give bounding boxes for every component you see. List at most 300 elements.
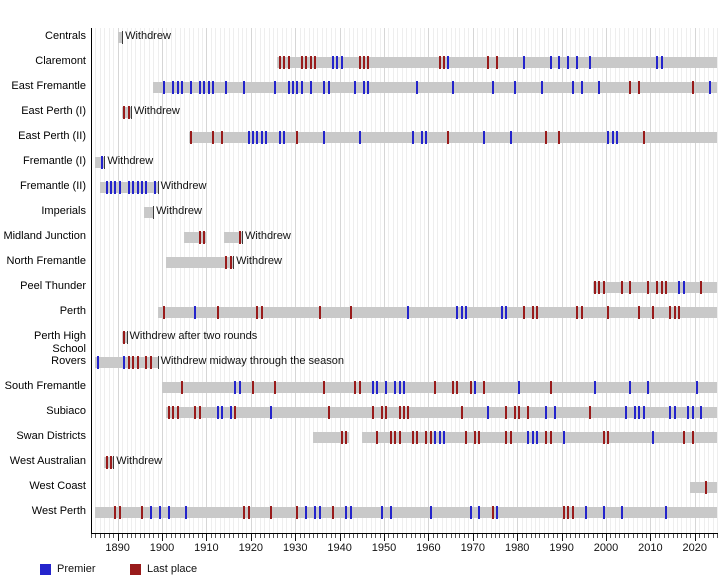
x-tick-minor	[544, 534, 545, 538]
premier-mark	[261, 131, 263, 144]
x-tick-minor	[166, 534, 167, 538]
premier-mark	[190, 81, 192, 94]
grid-line-minor	[451, 28, 452, 533]
x-tick-minor	[673, 534, 674, 538]
x-tick-minor	[437, 534, 438, 538]
grid-line-minor	[411, 28, 412, 533]
grid-line-major	[384, 28, 385, 533]
x-tick-minor	[277, 534, 278, 538]
last-place-mark	[323, 381, 325, 394]
last-place-mark	[674, 306, 676, 319]
bar-segment	[166, 257, 233, 268]
premier-mark	[305, 506, 307, 519]
premier-mark	[101, 156, 103, 169]
x-tick-minor	[149, 534, 150, 538]
last-place-mark	[527, 406, 529, 419]
grid-line-minor	[642, 28, 643, 533]
premier-mark	[581, 81, 583, 94]
premier-mark	[692, 406, 694, 419]
x-tick-label: 2000	[593, 542, 619, 554]
premier-mark	[665, 506, 667, 519]
x-tick-minor	[642, 534, 643, 538]
premier-mark	[603, 506, 605, 519]
premier-mark	[572, 81, 574, 94]
withdrawal-marker	[242, 231, 243, 244]
premier-mark	[598, 81, 600, 94]
last-place-mark	[141, 506, 143, 519]
premier-mark	[407, 306, 409, 319]
grid-line-minor	[690, 28, 691, 533]
premier-mark	[123, 356, 125, 369]
x-tick-minor	[539, 534, 540, 538]
x-tick-minor	[491, 534, 492, 538]
row-label: East Fremantle	[11, 80, 86, 92]
premier-mark	[496, 506, 498, 519]
x-tick-minor	[646, 534, 647, 538]
last-place-mark	[470, 381, 472, 394]
last-place-mark	[665, 281, 667, 294]
x-tick-minor	[335, 534, 336, 538]
x-tick-major	[251, 534, 252, 541]
last-place-mark	[172, 406, 174, 419]
last-place-mark	[536, 306, 538, 319]
x-tick-minor	[273, 534, 274, 538]
grid-line-major	[251, 28, 252, 533]
x-tick-label: 1940	[327, 542, 352, 554]
x-tick-minor	[570, 534, 571, 538]
last-place-mark	[621, 281, 623, 294]
premier-mark	[421, 131, 423, 144]
grid-line-minor	[459, 28, 460, 533]
premier-mark	[443, 431, 445, 444]
x-tick-minor	[677, 534, 678, 538]
x-tick-minor	[269, 534, 270, 538]
grid-line-minor	[673, 28, 674, 533]
premier-mark	[145, 181, 147, 194]
withdrawal-note: Withdrew after two rounds	[129, 330, 258, 342]
premier-mark	[629, 381, 631, 394]
premier-mark	[412, 131, 414, 144]
last-place-mark	[661, 281, 663, 294]
x-tick-minor	[180, 534, 181, 538]
premier-mark	[478, 506, 480, 519]
premier-mark	[221, 406, 223, 419]
x-tick-label: 1910	[194, 542, 219, 554]
x-tick-major	[295, 534, 296, 541]
last-place-mark	[532, 306, 534, 319]
x-tick-minor	[264, 534, 265, 538]
bar-segment	[690, 482, 717, 493]
premier-mark	[616, 131, 618, 144]
grid-line-minor	[610, 28, 611, 533]
premier-mark	[518, 381, 520, 394]
grid-line-minor	[704, 28, 705, 533]
premier-mark	[434, 431, 436, 444]
last-place-mark	[256, 306, 258, 319]
last-place-mark	[514, 406, 516, 419]
grid-line-minor	[335, 28, 336, 533]
x-tick-minor	[380, 534, 381, 538]
premier-mark	[661, 56, 663, 69]
premier-mark	[510, 131, 512, 144]
x-tick-minor	[446, 534, 447, 538]
premier-mark	[341, 56, 343, 69]
x-tick-minor	[317, 534, 318, 538]
premier-mark	[625, 406, 627, 419]
withdrawal-note: Withdrew	[156, 205, 202, 217]
x-tick-minor	[331, 534, 332, 538]
x-tick-minor	[393, 534, 394, 538]
row-label: Midland Junction	[3, 230, 86, 242]
grid-line-major	[606, 28, 607, 533]
premier-mark	[687, 406, 689, 419]
grid-line-minor	[304, 28, 305, 533]
last-place-mark	[110, 456, 112, 469]
premier-mark	[456, 306, 458, 319]
x-tick-minor	[477, 534, 478, 538]
grid-line-minor	[468, 28, 469, 533]
x-tick-minor	[104, 534, 105, 538]
grid-line-minor	[322, 28, 323, 533]
withdrawal-marker	[153, 206, 154, 219]
last-place-mark	[638, 81, 640, 94]
premier-mark	[328, 81, 330, 94]
x-tick-minor	[171, 534, 172, 538]
x-tick-minor	[628, 534, 629, 538]
x-tick-minor	[664, 534, 665, 538]
grid-line-minor	[202, 28, 203, 533]
premier-mark	[399, 381, 401, 394]
x-tick-minor	[113, 534, 114, 538]
premier-mark	[137, 181, 139, 194]
grid-line-major	[517, 28, 518, 533]
last-place-mark	[328, 406, 330, 419]
grid-line-minor	[633, 28, 634, 533]
row-label: Claremont	[35, 55, 86, 67]
x-tick-minor	[184, 534, 185, 538]
premier-mark	[483, 131, 485, 144]
last-place-mark	[456, 381, 458, 394]
row-label: Swan Districts	[16, 430, 86, 442]
last-place-mark	[123, 106, 125, 119]
x-tick-minor	[366, 534, 367, 538]
last-place-mark	[656, 281, 658, 294]
last-place-mark	[168, 406, 170, 419]
last-place-mark	[629, 81, 631, 94]
grid-line-minor	[491, 28, 492, 533]
last-place-mark	[607, 431, 609, 444]
grid-line-minor	[535, 28, 536, 533]
bar-segment	[362, 432, 717, 443]
premier-mark	[558, 56, 560, 69]
withdrawal-note: Withdrew midway through the season	[160, 355, 345, 367]
x-tick-minor	[255, 534, 256, 538]
last-place-mark	[523, 306, 525, 319]
x-tick-minor	[402, 534, 403, 538]
premier-mark	[203, 81, 205, 94]
x-tick-minor	[531, 534, 532, 538]
premier-mark	[350, 506, 352, 519]
x-tick-minor	[442, 534, 443, 538]
grid-line-minor	[317, 28, 318, 533]
x-tick-label: 2010	[638, 542, 663, 554]
last-place-mark	[474, 431, 476, 444]
premier-mark	[319, 506, 321, 519]
x-tick-label: 1970	[460, 542, 486, 554]
premier-mark	[452, 81, 454, 94]
x-tick-minor	[579, 534, 580, 538]
last-place-mark	[478, 431, 480, 444]
grid-line-major	[562, 28, 563, 533]
row-label: Fremantle (II)	[19, 180, 86, 192]
last-place-mark	[416, 431, 418, 444]
premier-mark	[709, 81, 711, 94]
last-place-mark	[350, 306, 352, 319]
grid-line-minor	[198, 28, 199, 533]
x-tick-minor	[233, 534, 234, 538]
premier-mark	[541, 81, 543, 94]
last-place-mark	[177, 406, 179, 419]
last-place-mark	[274, 381, 276, 394]
grid-line-minor	[95, 28, 96, 533]
grid-line-minor	[442, 28, 443, 533]
grid-line-minor	[531, 28, 532, 533]
grid-line-minor	[211, 28, 212, 533]
grid-line-minor	[437, 28, 438, 533]
x-tick-major	[695, 534, 696, 541]
last-place-mark	[603, 281, 605, 294]
x-tick-label: 1980	[504, 542, 530, 554]
last-place-mark	[669, 306, 671, 319]
row-label: West Australian	[9, 455, 86, 467]
premier-mark	[474, 381, 476, 394]
last-place-mark	[496, 56, 498, 69]
grid-line-minor	[406, 28, 407, 533]
last-place-mark	[403, 406, 405, 419]
last-place-mark	[234, 406, 236, 419]
premier-mark	[652, 431, 654, 444]
last-place-mark	[199, 231, 201, 244]
grid-line-major	[695, 28, 696, 533]
x-tick-minor	[411, 534, 412, 538]
grid-line-minor	[291, 28, 292, 533]
x-tick-minor	[482, 534, 483, 538]
grid-line-minor	[175, 28, 176, 533]
x-tick-minor	[109, 534, 110, 538]
last-place-mark	[678, 306, 680, 319]
last-place-mark	[643, 131, 645, 144]
x-tick-minor	[584, 534, 585, 538]
premier-mark	[501, 306, 503, 319]
last-place-mark	[545, 131, 547, 144]
premier-mark	[678, 281, 680, 294]
last-place-mark	[510, 431, 512, 444]
last-place-mark	[305, 56, 307, 69]
x-tick-minor	[242, 534, 243, 538]
x-tick-minor	[459, 534, 460, 538]
last-place-mark	[119, 506, 121, 519]
x-tick-label: 1920	[238, 542, 264, 554]
last-place-mark	[430, 431, 432, 444]
last-place-mark	[563, 506, 565, 519]
x-tick-minor	[464, 534, 465, 538]
last-place-mark	[345, 431, 347, 444]
last-place-mark	[199, 406, 201, 419]
x-tick-minor	[158, 534, 159, 538]
premier-mark	[270, 406, 272, 419]
grid-line-major	[162, 28, 163, 533]
grid-line-minor	[380, 28, 381, 533]
premier-mark	[416, 81, 418, 94]
last-place-mark	[483, 381, 485, 394]
x-tick-minor	[100, 534, 101, 538]
grid-line-minor	[579, 28, 580, 533]
last-place-mark	[385, 406, 387, 419]
grid-line-minor	[526, 28, 527, 533]
premier-mark	[114, 181, 116, 194]
withdrawal-marker	[122, 31, 123, 44]
x-tick-minor	[451, 534, 452, 538]
bar-segment	[95, 507, 717, 518]
last-place-mark	[434, 381, 436, 394]
premier-mark	[132, 181, 134, 194]
last-place-mark	[487, 56, 489, 69]
premier-mark	[296, 81, 298, 94]
last-place-mark	[221, 131, 223, 144]
grid-line-minor	[513, 28, 514, 533]
premier-mark	[199, 81, 201, 94]
last-place-mark	[589, 406, 591, 419]
premier-mark	[612, 131, 614, 144]
grid-line-minor	[282, 28, 283, 533]
premier-mark	[447, 56, 449, 69]
x-tick-minor	[686, 534, 687, 538]
last-place-mark	[217, 306, 219, 319]
grid-line-minor	[326, 28, 327, 533]
x-tick-minor	[144, 534, 145, 538]
x-tick-minor	[655, 534, 656, 538]
grid-line-minor	[264, 28, 265, 533]
x-tick-minor	[513, 534, 514, 538]
last-place-mark	[363, 56, 365, 69]
last-place-mark	[212, 131, 214, 144]
x-tick-minor	[397, 534, 398, 538]
x-tick-major	[650, 534, 651, 541]
grid-line-minor	[166, 28, 167, 533]
last-place-mark	[248, 506, 250, 519]
x-tick-minor	[637, 534, 638, 538]
premier-mark	[265, 131, 267, 144]
row-label: Centrals	[45, 30, 86, 42]
last-place-mark	[163, 306, 165, 319]
last-place-mark	[581, 306, 583, 319]
premier-mark	[168, 506, 170, 519]
last-place-mark	[230, 256, 232, 269]
last-place-mark	[190, 131, 192, 144]
grid-line-minor	[508, 28, 509, 533]
last-place-mark	[181, 381, 183, 394]
premier-mark	[243, 81, 245, 94]
last-place-mark	[647, 281, 649, 294]
x-tick-minor	[202, 534, 203, 538]
x-tick-major	[206, 534, 207, 541]
last-place-mark	[452, 381, 454, 394]
x-tick-minor	[220, 534, 221, 538]
x-tick-minor	[597, 534, 598, 538]
grid-line-minor	[486, 28, 487, 533]
x-tick-minor	[282, 534, 283, 538]
premier-mark	[336, 56, 338, 69]
row-label: Peel Thunder	[20, 280, 86, 292]
grid-line-minor	[455, 28, 456, 533]
grid-line-minor	[588, 28, 589, 533]
last-place-mark	[439, 56, 441, 69]
premier-mark	[576, 56, 578, 69]
withdrawal-note: Withdrew	[236, 255, 282, 267]
grid-line-minor	[433, 28, 434, 533]
x-tick-minor	[615, 534, 616, 538]
premier-mark	[470, 506, 472, 519]
bar-segment	[144, 207, 153, 218]
row-label: Subiaco	[46, 405, 86, 417]
grid-line-minor	[495, 28, 496, 533]
x-tick-major	[562, 534, 563, 541]
grid-line-minor	[180, 28, 181, 533]
x-tick-minor	[526, 534, 527, 538]
x-tick-minor	[455, 534, 456, 538]
last-place-mark	[367, 56, 369, 69]
premier-mark	[527, 431, 529, 444]
grid-line-minor	[238, 28, 239, 533]
premier-mark	[159, 506, 161, 519]
x-tick-minor	[95, 534, 96, 538]
x-tick-major	[340, 534, 341, 541]
bar-segment	[162, 382, 717, 393]
grid-line-minor	[362, 28, 363, 533]
grid-line-minor	[344, 28, 345, 533]
grid-line-major	[650, 28, 651, 533]
last-place-mark	[550, 431, 552, 444]
withdrawal-note: Withdrew	[125, 30, 171, 42]
grid-line-minor	[708, 28, 709, 533]
premier-mark	[163, 81, 165, 94]
x-tick-minor	[189, 534, 190, 538]
premier-mark	[363, 81, 365, 94]
grid-line-minor	[313, 28, 314, 533]
x-tick-minor	[713, 534, 714, 538]
x-tick-minor	[326, 534, 327, 538]
premier-mark	[589, 56, 591, 69]
x-tick-minor	[424, 534, 425, 538]
last-place-mark	[407, 406, 409, 419]
premier-mark	[234, 381, 236, 394]
grid-line-minor	[548, 28, 549, 533]
x-tick-minor	[357, 534, 358, 538]
x-tick-minor	[633, 534, 634, 538]
grid-line-minor	[504, 28, 505, 533]
premier-mark	[332, 56, 334, 69]
x-tick-minor	[499, 534, 500, 538]
x-tick-minor	[699, 534, 700, 538]
x-tick-minor	[681, 534, 682, 538]
x-tick-minor	[388, 534, 389, 538]
last-place-mark	[381, 406, 383, 419]
x-tick-minor	[313, 534, 314, 538]
last-place-mark	[225, 256, 227, 269]
grid-line-minor	[464, 28, 465, 533]
withdrawal-marker	[113, 456, 114, 469]
premier-mark	[359, 131, 361, 144]
